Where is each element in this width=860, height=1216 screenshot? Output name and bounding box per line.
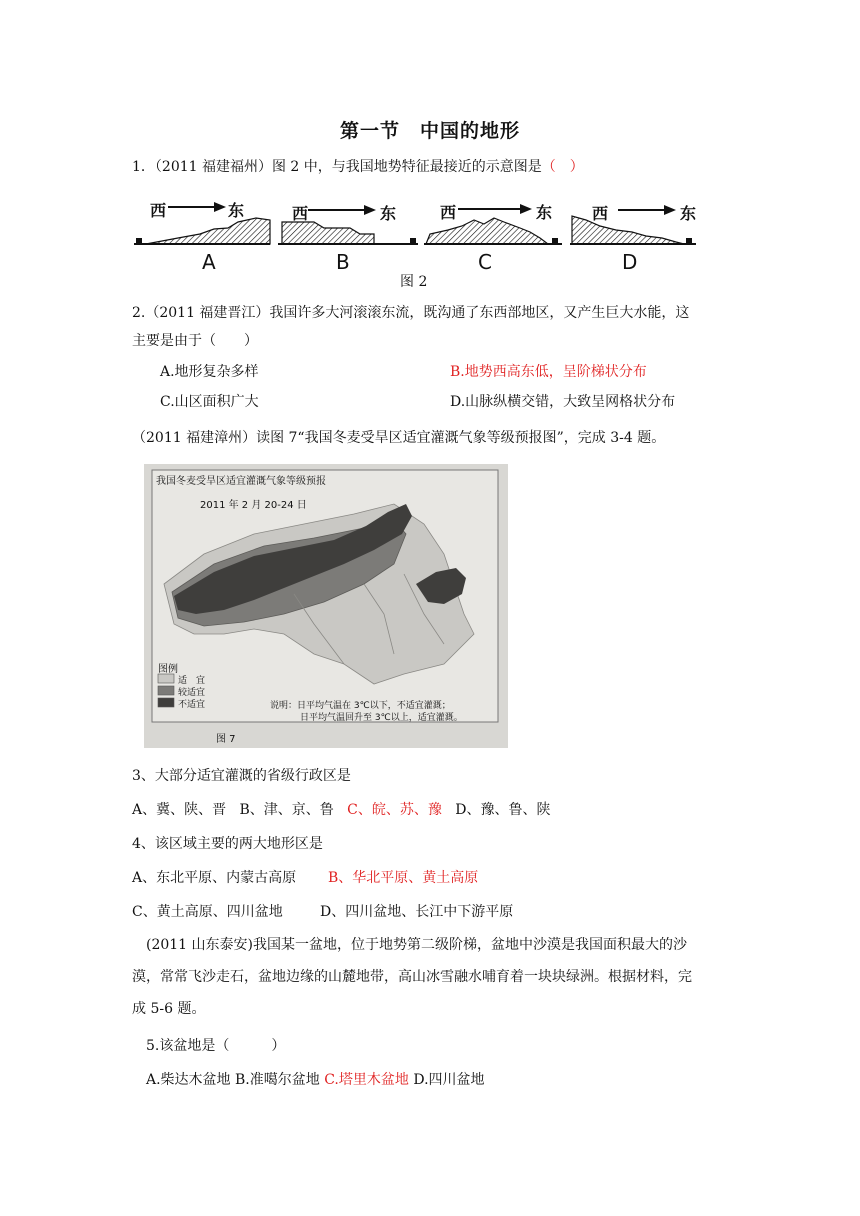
map-date: 2011 年 2 月 20-24 日: [200, 500, 307, 511]
q1-text: 1．（2011 福建福州）图 2 中，与我国地势特征最接近的示意图是: [132, 159, 542, 175]
q5-option-a: A.柴达木盆地: [146, 1072, 231, 1088]
legend-swatch-moderate: [158, 686, 174, 695]
map-note-line1: 说明：日平均气温在 3℃以下，不适宜灌溉；: [270, 701, 451, 711]
q5-6-intro-line2: 漠，常常飞沙走石，盆地边缘的山麓地带，高山冰雪融水哺育着一块块绿洲。根据材料，完: [132, 969, 692, 985]
q2-stem-line1: 2.（2011 福建晋江）我国许多大河滚滚东流，既沟通了东西部地区，又产生巨大水能，这: [132, 305, 690, 321]
q5-option-b: B.准噶尔盆地: [235, 1072, 320, 1088]
q2-option-c: C.山区面积广大: [160, 394, 259, 410]
q2-option-a: A.地形复杂多样: [160, 364, 259, 380]
west-label-c: 西: [440, 203, 457, 222]
q3-option-a: A、冀、陕、晋: [132, 802, 227, 818]
q5-stem: 5.该盆地是（ ）: [146, 1038, 286, 1054]
figure-2-caption: 图 2: [400, 274, 428, 290]
q3-stem: 3、大部分适宜灌溉的省级行政区是: [132, 768, 351, 784]
profile-label-b: B: [336, 250, 350, 274]
west-label-b: 西: [292, 204, 309, 223]
q5-options: [146, 1070, 485, 1090]
legend-label-moderate: 较适宜: [178, 688, 206, 698]
legend-swatch-suitable: [158, 674, 174, 683]
map-title: 我国冬麦受旱区适宜灌溉气象等级预报: [156, 476, 326, 487]
profile-label-c: C: [478, 250, 492, 274]
q4-stem: 4、该区域主要的两大地形区是: [132, 836, 323, 852]
q4-option-a: A、东北平原、内蒙古高原: [132, 870, 297, 886]
q4-option-d: D、四川盆地、长江中下游平原: [320, 904, 514, 920]
q5-6-intro-line1: (2011 山东泰安)我国某一盆地，位于地势第二级阶梯，盆地中沙漠是我国面积最大的沙: [146, 937, 688, 953]
legend-label-suitable: 适 宜: [178, 676, 206, 686]
east-label-c: 东: [536, 203, 553, 222]
q2-option-d: D.山脉纵横交错，大致呈网格状分布: [450, 394, 676, 410]
q3-options: [132, 800, 550, 820]
east-label-a: 东: [228, 201, 245, 220]
page-title: 第一节 中国的地形: [339, 120, 520, 142]
q3-option-b: B、津、京、鲁: [239, 802, 334, 818]
figure-7-caption: 图 7: [216, 734, 236, 745]
q2-option-b: B.地势西高东低，呈阶梯状分布: [450, 364, 647, 380]
q5-option-c: C.塔里木盆地: [324, 1072, 409, 1088]
profile-label-a: A: [202, 250, 216, 274]
q3-option-d: D、豫、鲁、陕: [455, 802, 551, 818]
q3-option-c: C、皖、苏、豫: [347, 802, 442, 818]
legend-title: 图例: [158, 664, 178, 675]
legend-swatch-unsuitable: [158, 698, 174, 707]
q4-option-b: B、华北平原、黄土高原: [328, 870, 479, 886]
q3-4-intro: （2011 福建漳州）读图 7“我国冬麦受旱区适宜灌溉气象等级预报图”，完成 3-4 题。: [132, 430, 666, 446]
east-label-b: 东: [380, 204, 397, 223]
q1-stem: [132, 157, 584, 177]
profile-d: [570, 205, 696, 244]
map-note-line2: 日平均气温回升至 3℃以上，适宜灌溉。: [300, 713, 463, 723]
q5-option-d: D.四川盆地: [413, 1072, 485, 1088]
winter-wheat-map: [144, 464, 508, 748]
legend-label-unsuitable: 不适宜: [178, 700, 206, 710]
east-label-d: 东: [680, 204, 697, 223]
q1-answer-blank: （ ）: [541, 159, 584, 175]
q5-6-intro-line3: 成 5-6 题。: [132, 1001, 206, 1017]
profile-label-d: D: [622, 250, 638, 274]
west-label-d: 西: [592, 204, 609, 223]
q2-stem-line2: 主要是由于（ ）: [132, 333, 258, 349]
west-label-a: 西: [150, 201, 167, 220]
q4-option-c: C、黄土高原、四川盆地: [132, 904, 283, 920]
